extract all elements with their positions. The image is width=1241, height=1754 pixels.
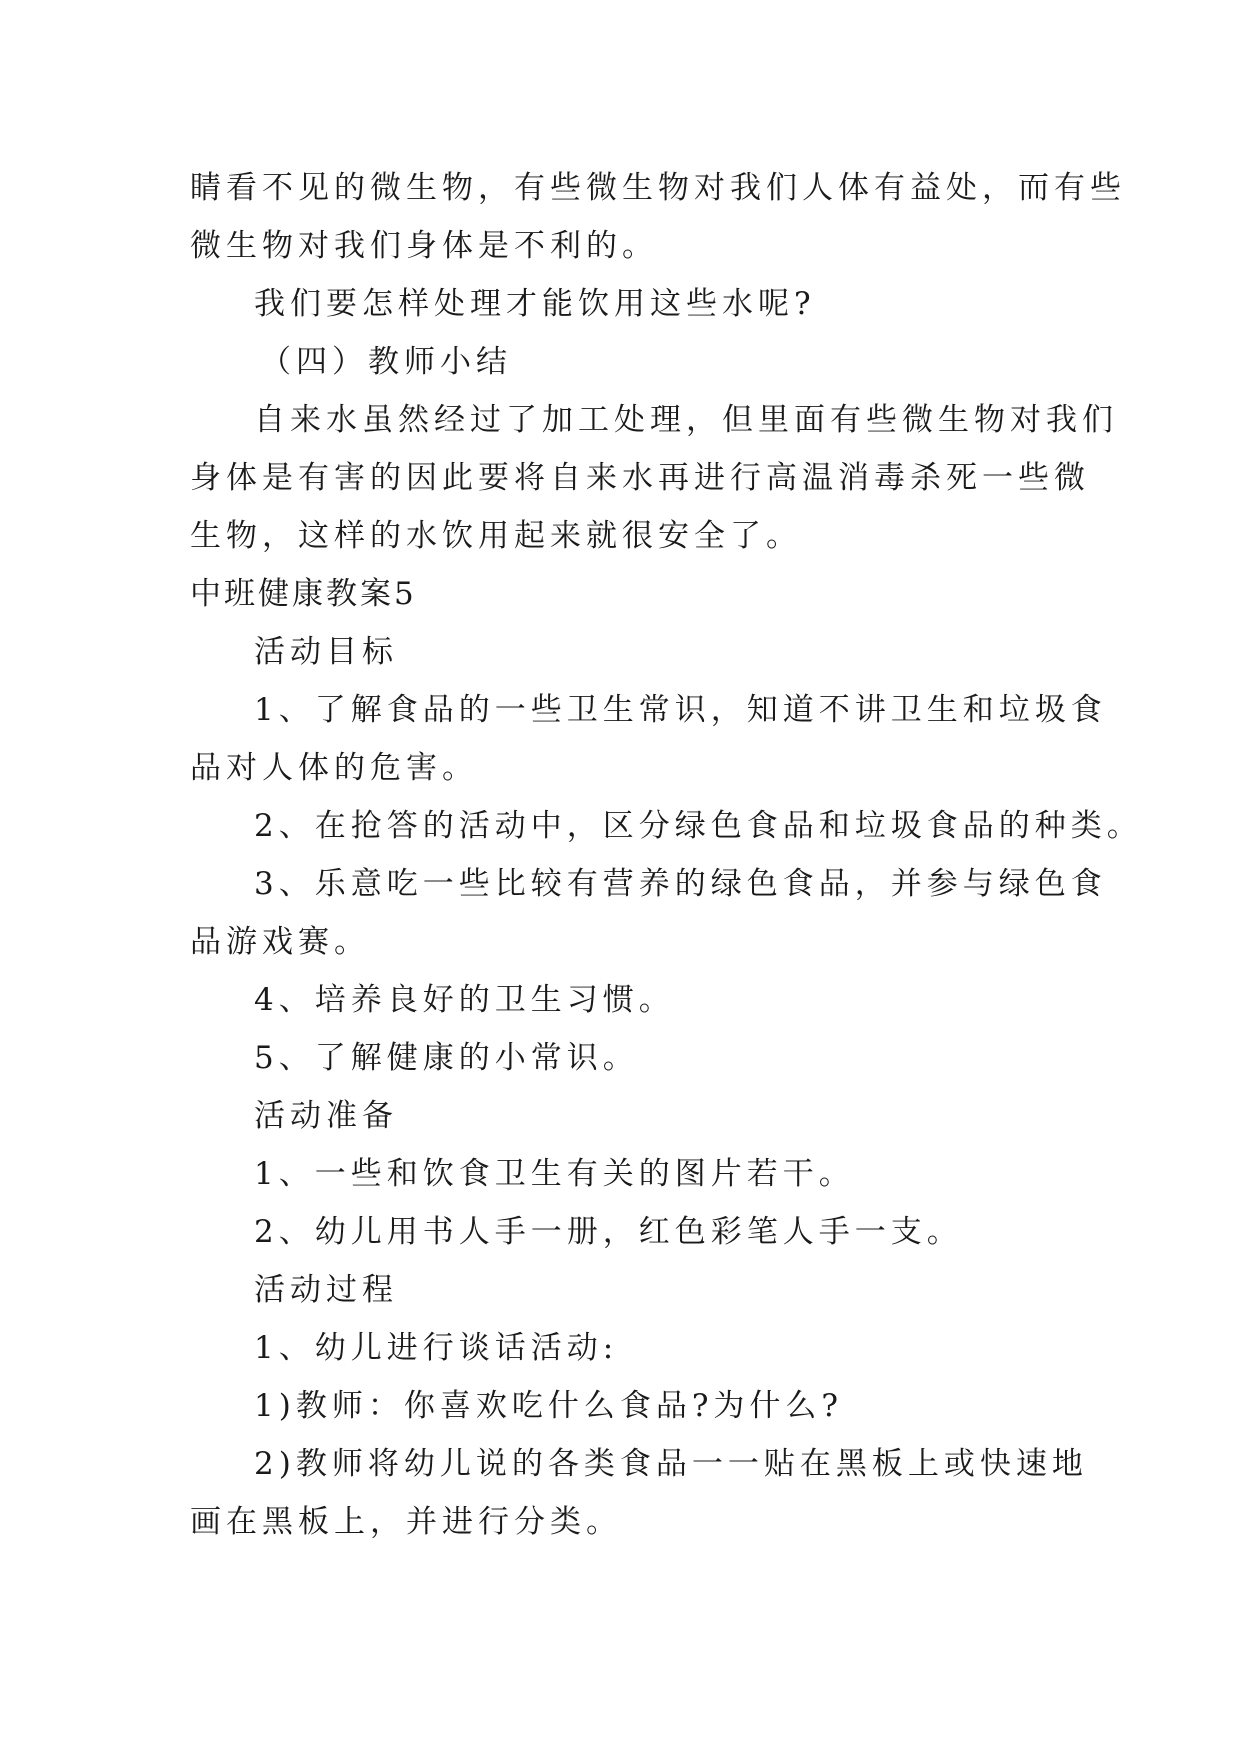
list-item: 5、了解健康的小常识。 xyxy=(254,1040,639,1076)
list-item: 3、乐意吃一些比较有营养的绿色食品，并参与绿色食 xyxy=(254,866,1107,902)
list-item: 1、了解食品的一些卫生常识，知道不讲卫生和垃圾食 xyxy=(254,692,1107,728)
section-heading: 活动准备 xyxy=(254,1098,398,1134)
document-body xyxy=(190,159,1143,1551)
paragraph-line: 我们要怎样处理才能饮用这些水呢? xyxy=(254,286,816,322)
lesson-title: 中班健康教案5 xyxy=(190,576,417,612)
list-item-continuation: 画在黑板上，并进行分类。 xyxy=(190,1504,622,1540)
list-item: 2)教师将幼儿说的各类食品一一贴在黑板上或快速地 xyxy=(254,1446,1088,1482)
list-item: 1)教师：你喜欢吃什么食品?为什么? xyxy=(254,1388,844,1424)
list-item: 1、一些和饮食卫生有关的图片若干。 xyxy=(254,1156,855,1192)
paragraph-line: 微生物对我们身体是不利的。 xyxy=(190,228,658,264)
list-item: 1、幼儿进行谈话活动: xyxy=(254,1330,619,1366)
section-heading: 活动目标 xyxy=(254,634,398,670)
list-item-continuation: 品对人体的危害。 xyxy=(190,750,478,786)
paragraph-line: 身体是有害的因此要将自来水再进行高温消毒杀死一些微 xyxy=(190,460,1090,496)
section-heading: （四）教师小结 xyxy=(260,344,512,380)
list-item: 2、幼儿用书人手一册，红色彩笔人手一支。 xyxy=(254,1214,963,1250)
list-item: 4、培养良好的卫生习惯。 xyxy=(254,982,675,1018)
paragraph-line: 自来水虽然经过了加工处理，但里面有些微生物对我们 xyxy=(254,402,1118,438)
section-heading: 活动过程 xyxy=(254,1272,398,1308)
paragraph-line: 生物，这样的水饮用起来就很安全了。 xyxy=(190,518,802,554)
paragraph-line: 睛看不见的微生物，有些微生物对我们人体有益处，而有些 xyxy=(190,170,1126,206)
list-item-continuation: 品游戏赛。 xyxy=(190,924,370,960)
list-item: 2、在抢答的活动中，区分绿色食品和垃圾食品的种类。 xyxy=(254,808,1143,844)
